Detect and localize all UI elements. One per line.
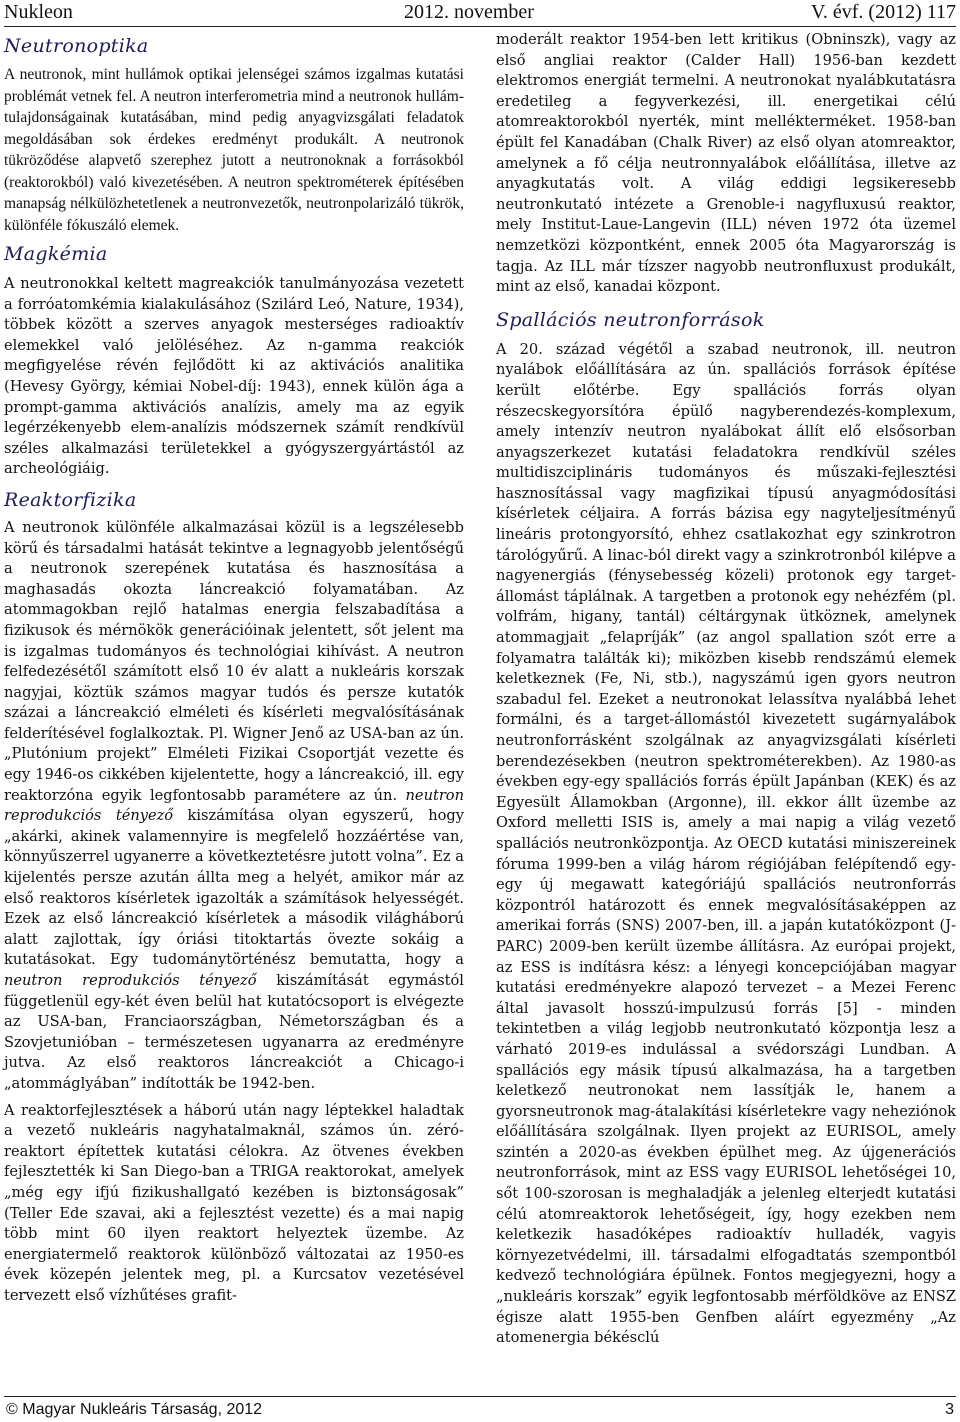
- paragraph-reactor-history: moderált reaktor 1954-ben lett kritikus (Obninszk), vagy az első angliai reaktor (Calder Hall) 1956-ban kezdett elektromos energiát termelni. A neutronokat nyalábkutatásra eredetileg a fegyverkezési, ill. energetikai célú atomreaktorokból nyerték, mint mellékterméket. 1958-ban épült fel Kanadában (Chalk River) az első olyan atomreaktor, amelynek a fő célja neutronnyalábok előállítása, illetve az anyagkutatás volt. A világ eddigi legsikeresebb neutronkutató intézete a Grenoble-i nagyfluxusú reaktor, mely Institut-Laue-Langevin (ILL) néven 1972 óta üzemel nemzetközi központként, ennek 2005 óta Magyarország is tagja. Az ILL már tízszer nagyobb neutronfluxust produkált, mint az első, kanadai központ.: [496, 31, 956, 296]
- section-title-reaktorfizika: Reaktorfizika: [4, 488, 137, 511]
- page-number: 3: [945, 1401, 954, 1418]
- journal-name: Nukleon: [4, 1, 73, 23]
- section-title-spallacios: Spallációs neutronforrások: [496, 308, 765, 331]
- issue-date: 2012. november: [404, 1, 534, 23]
- left-column: [4, 30, 464, 1309]
- text-run: kiszámítása olyan egyszerű, hogy „akárki, akinek valamennyire is megfelelő hozzáértése van, könnyűszerrel ugyanerre a következtetésre jutott volna”. Ez a kijelentés persze azután állta meg a helyét, amikor már az első reaktoros kísérletek igazolták a számítások helyességét. Ezek az első láncreakció kísérletek a második világháború alatt zajlottak, így óriási titoktartás övezte sokáig a kutatásokat. Egy tudománytörténész bemutatta, hogy a: [4, 807, 464, 969]
- text-run: kiszámítását egymástól függetlenül egy-két éven belül hat kutatócsoport is elvégezte az USA-ban, Franciaországban, Németországban és a Szovjetunióban – természetesen ugyanarra az eredményre jutva. Az első reaktoros láncreakciót a Chicago-i „atommáglyában” indították be 1942-ben.: [4, 972, 464, 1092]
- volume-info: V. évf. (2012) 117: [811, 1, 956, 23]
- copyright: © Magyar Nukleáris Társaság, 2012: [6, 1401, 263, 1418]
- section-title-magkemia: Magkémia: [4, 243, 108, 265]
- paragraph-reaktorfizika-2: A reaktorfejlesztések a háború után nagy léptekkel haladtak a vezető nukleáris nagyhatalmaknál, számos ún. zéró-reaktort építettek kutatási célokra. Az ötvenes években fejlesztették ki San Diego-ban a TRIGA reaktorokat, amelyek „még egy ifjú fizikushallgató kezében is biztonságosak” (Teller Ede szavai, aki a fejlesztést vezette) és a mai napig több mint 60 ilyen reaktort helyeztek üzembe. Az energiatermelő reaktorok különböző változatai az 1950-es évek közepén jelentek meg, pl. a Kurcsatov vezetésével tervezett első vízhűtéses grafit-: [4, 1101, 464, 1304]
- paragraph-reaktorfizika-1: [4, 518, 464, 1095]
- paragraph-neutronoptika: A neutronok, mint hullámok optikai jelenségei számos izgalmas kutatási problémát vetnek fel. A neutron interferometria mind a neutronok hullám-tulajdonságainak kutatásában, mind pedig anyagvizsgálati feladatok megoldásában sok érdekes eredményt produkált. A neutronok tükröződése alapvető szerephez jutott a neutronoknak a forrásokból (reaktorokból) való kivezetésében. A neutron spektrométerek építésében manapság nélkülözhetetlenek a neutronvezetők, neutronpolarizáló tükrök, különféle fókuszáló elemek.: [4, 66, 464, 234]
- italic-term: neutron reprodukciós tényező: [4, 972, 257, 989]
- italic-term: neutron reprodukciós tényező: [4, 786, 464, 825]
- right-column: [496, 30, 956, 1351]
- paragraph-spallacios: A 20. század végétől a szabad neutronok, ill. neutron nyalábok előállítására az ún. spallációs források építése került előtérbe. Egy spallációs forrás olyan részecskegyorsítóra épülő nagyberendezés-komplexum, amely intenzív neutron nyalábokat állít elő elsősorban anyagszerkezet kutatási feladatokra rendkívül széles multidiszciplináris tudományos és műszaki-fejlesztési hasznosítással vagy magfizikai típusú anyagmódosítási kísérletek céljaira. A forrás bázisa egy nagyteljesítményű lineáris protongyorsító, ehhez csatlakozhat egy szinkrotron tárológyűrű. A linac-ból direkt vagy a szinkrotronból kilépve a nagyenergiás (fénysebesség közeli) protonok egy target-állomást táplálnak. A targetben a protonok egy nehézfém (pl. volfrám, higany, tantál) céltárgynak ütköznek, amelynek atommagjait „felapríják” (az angol spallation szót erre a folyamatra találták ki); miközben kisebb rendszámú elemek keletkeznek (Fe, Ni, stb.), nagyszámú igen gyors neutron szabadul fel. Ezeket a neutronokat lelassítva nyalábbá lehet formálni, és a target-állomástól kivezetett sugárnyalábok neutronforrásként szolgálnak az anyagvizsgálati kísérleti berendezésekben (neutron spektrométerekben). Az 1980-as években egy-egy spallációs forrás épült Japánban (KEK) és az Egyesült Államokban (Argonne), ill. ekkor állt üzembe az Oxford melletti ISIS is, amely a mai napig a világ vezető spallációs neutronközpontja. Az OECD kutatási miniszereinek fóruma 1999-ben a világ három régiójában felépítendő egy-egy új megawatt kategóriájú spallációs neutronforrás központról határozott és ennek megvalósításaképpen az amerikai forrás (SNS) 2007-ben, ill. a japán kutatóközpont (J-PARC) 2009-ben került üzembe állításra. Az európai projekt, az ESS is indításra kész: a lényegi koncepciójában magyar kutatási eredményekre alapozó tervezet – a Mezei Ferenc által javasolt hosszú-impulzusú forrás [5] - minden tekintetben a világ legjobb neutronkutató központja lesz a várható 2019-es indulással a svédországi Lundban. A spallációs egy másik típusú alkalmazása, ha a targetben keletkező neutronokat nem lassítják le, hanem a gyorsneutronok mag-átalakítási kísérletekre vagy neheziónok előállítására szolgálnak. Ilyen projekt az EURISOL, amely szintén a 2020-as években épülhet meg. Az újgenerációs neutronforrások, mint az ESS vagy EURISOL lehetőségei 10, sőt 100-szorosan is meghaladják a jelenleg elterjedt kutatási célú atomreaktorok lehetőségeit, így, hogy ezekben nem keletkezik hasadóképes radioaktív hulladék, vagyis környezetvédelmi, ill. társadalmi elfogadtatás szempontból kedvező technológiára épülnek. Fontos megjegyezni, hogy a „nukleáris korszak” egyik legfontosabb mérföldköve az ENSZ égisze alatt 1955-ben Genfben aláírt egyezmény „Az atomenergia békésclú: [496, 340, 956, 1347]
- page-header: [4, 0, 956, 27]
- paragraph-magkemia: A neutronokkal keltett magreakciók tanulmányozása vezetett a forróatomkémia kialakulásához (Szilárd Leó, Nature, 1934), többek között a szerves anyagok mesterséges radioaktív elemekkel való jelöléséhez. Az n-gamma reakciók megfigyelése révén fejlődött ki az aktivációs analitika (Hevesy György, kémiai Nobel-díj: 1943), ennek külön ága a prompt-gamma aktivációs analízis, amely ma az egyik legérzékenyebb elem-analízis módszernek számít rendkívül széles alkalmazási területekkel a gyógyszergyártástól az archeológiáig.: [4, 275, 464, 478]
- page-footer: [4, 1396, 956, 1418]
- text-run: A neutronok különféle alkalmazásai közül is a legszélesebb körű és társadalmi hatását tekintve a legnagyobb jelentőségű a neutronok szerepének kutatása és hasznosítása a maghasadás okozta láncreakció folyamatában. Az atommagokban rejlő hatalmas energia felszabadítása a fizikusok és mérnökök generációinak jelentett, sőt jelent ma is izgalmas tudományos és technológiai kihívást. A neutron felfedezésétől számított első 10 év alatt a nukleáris korszak nagyjai, köztük számos magyar tudós és persze kutatók százai a láncreakció elméleti és kísérleti megvalósításának felderítésével foglalkoztak. Pl. Wigner Jenő az USA-ban az ún. „Plutónium projekt” Elméleti Fizikai Csoportját vezette és egy 1946-os cikkében kijelentette, hogy a láncreakció, ill. egy reaktorzóna egyik legfontosabb paramétere az ún.: [4, 518, 464, 804]
- section-title-neutronoptika: Neutronoptika: [4, 35, 149, 57]
